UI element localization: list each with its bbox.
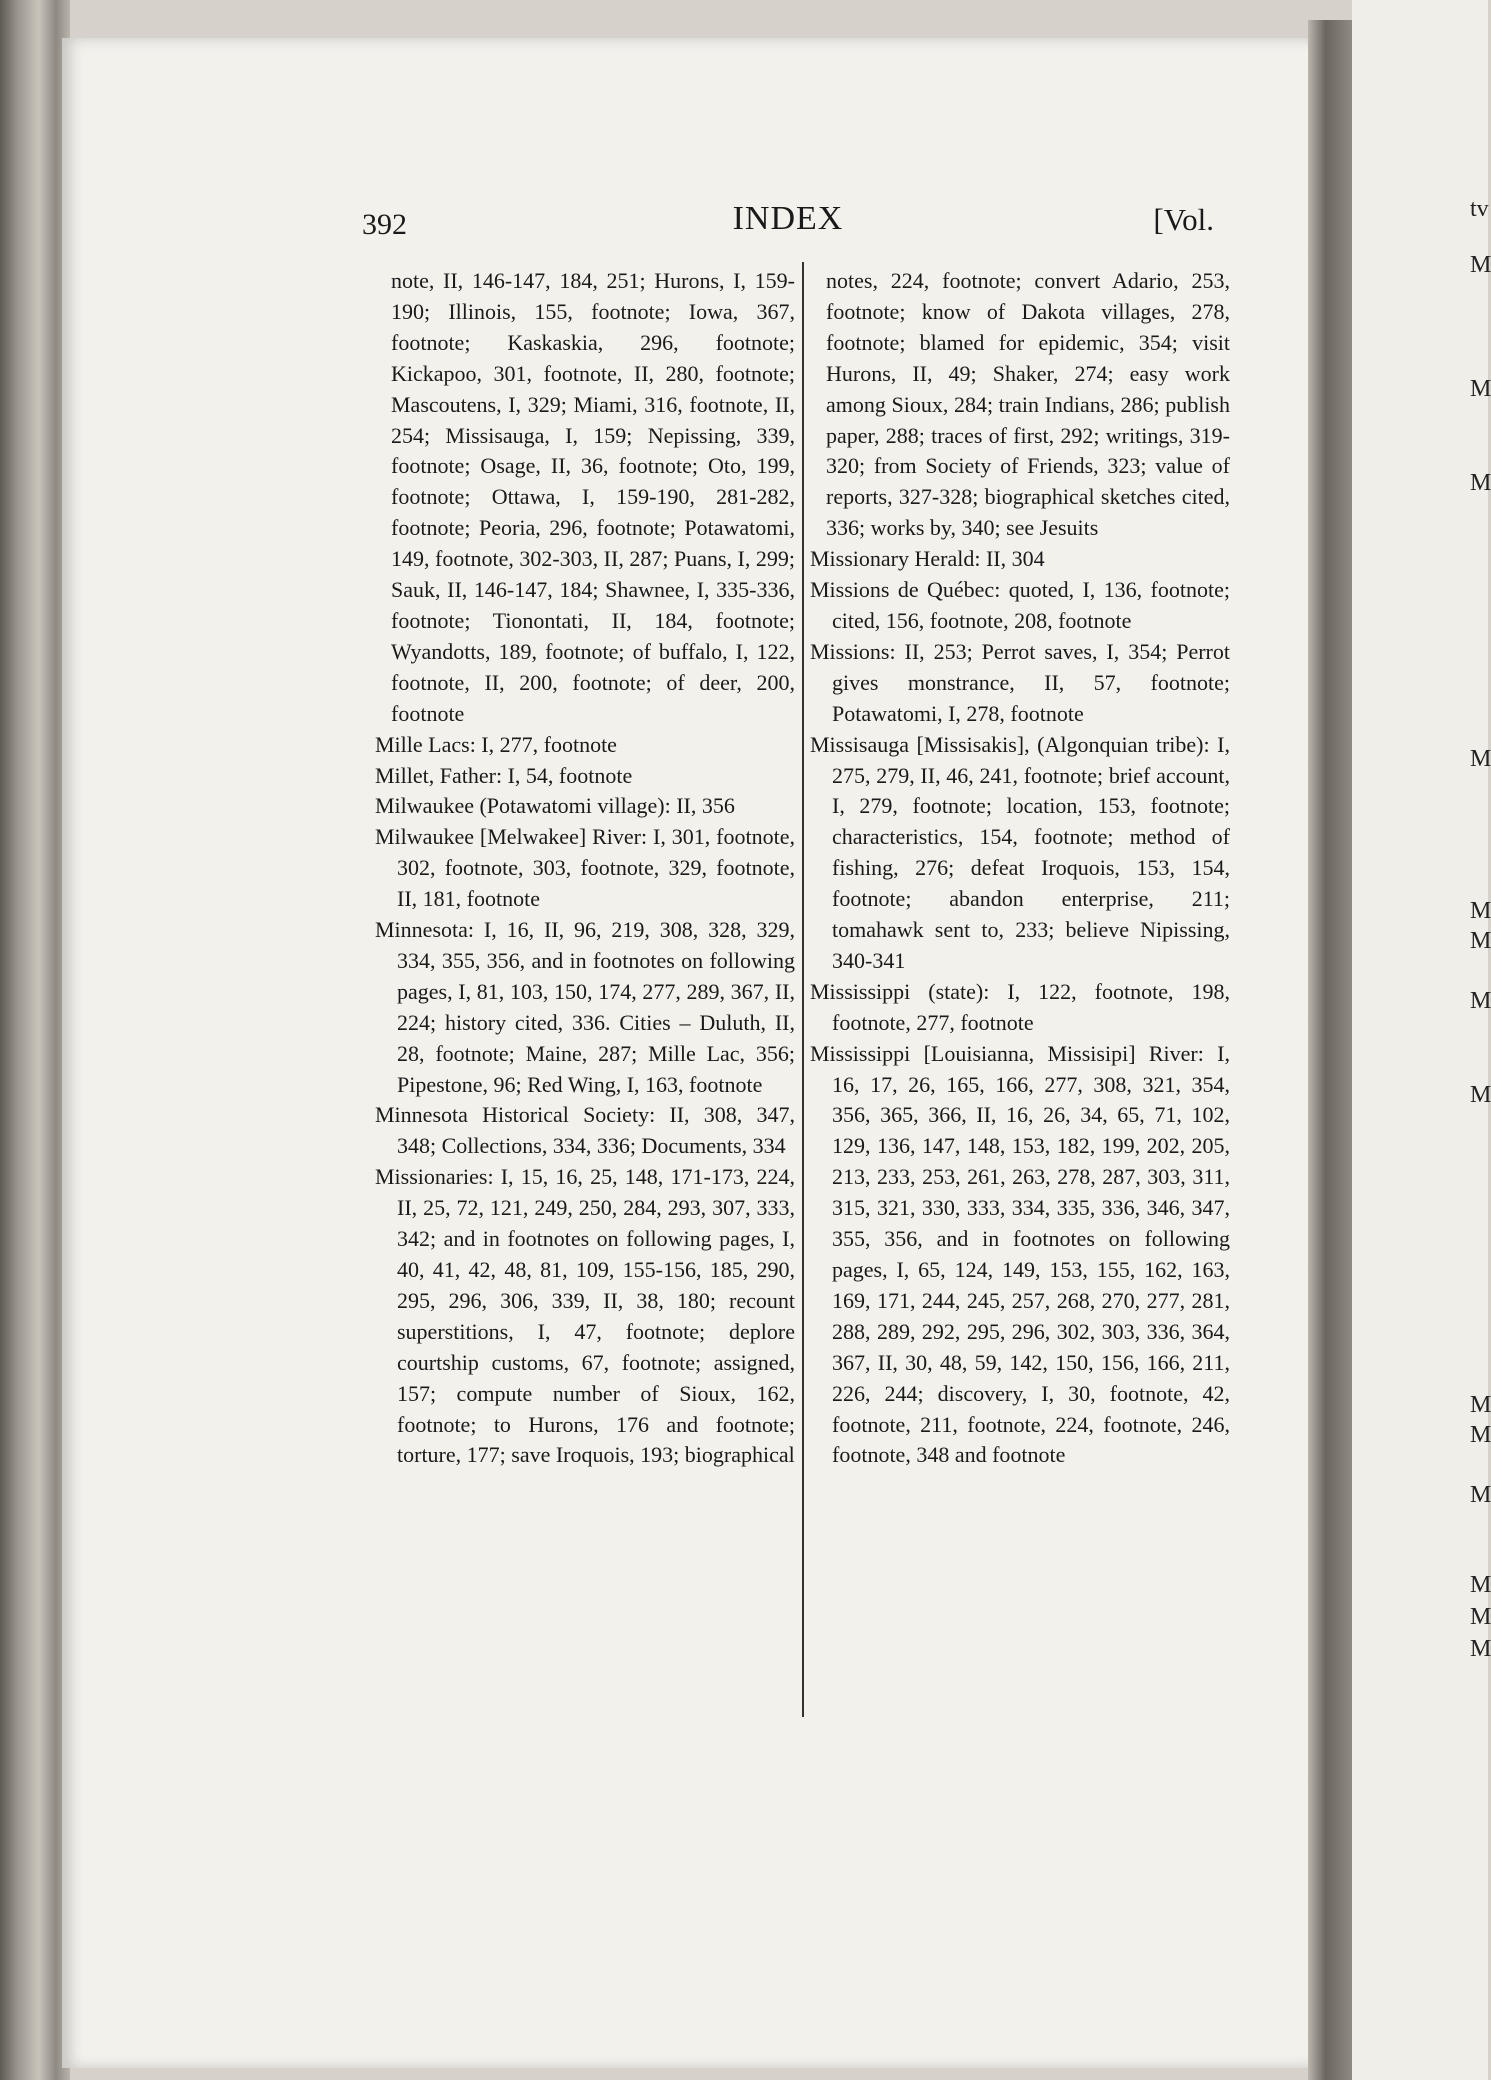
index-entry: Minnesota: I, 16, II, 96, 219, 308, 328, 329, 334, 355, 356, and in footnotes on following pages, I, 81, 103, 150, 174, 277, 289, 367, II, 224; history cited, 336. Cities – Duluth, II, 28, footnote; Maine, 287; Mille Lac, 356; Pipestone, 96; Red Wing, I, 163, footnote (375, 917, 795, 1097)
index-entry: Missions: II, 253; Perrot saves, I, 354; Perrot gives monstrance, II, 57, footnote; Potawatomi, I, 278, footnote (810, 638, 1230, 726)
next-page-fragment: M (1470, 1572, 1491, 1598)
running-head (362, 198, 1214, 248)
next-page-fragment: M (1470, 1392, 1491, 1418)
index-entry: Minnesota Historical Society: II, 308, 347, 348; Collections, 334, 336; Documents, 334 (375, 1102, 795, 1159)
next-page-fragment: M (1470, 376, 1491, 402)
page-number: 392 (362, 208, 407, 241)
next-page-fragment: M (1470, 1604, 1491, 1630)
next-page-fragment: M (1470, 470, 1491, 496)
index-entry: Milwaukee [Melwakee] River: I, 301, footnote, 302, footnote, 303, footnote, 329, footnote, II, 181, footnote (375, 824, 795, 912)
volume-mark: [Vol. (1153, 202, 1214, 237)
next-page-fragment: M (1470, 988, 1491, 1014)
column-rule (802, 262, 804, 1717)
next-page-fragment: M (1470, 252, 1491, 278)
next-page-fragment: M (1470, 898, 1491, 924)
book-edge (0, 0, 70, 2080)
index-column-left (375, 266, 795, 1471)
index-entry: notes, 224, footnote; convert Adario, 253, footnote; know of Dakota villages, 278, footnote; blamed for epidemic, 354; visit Hurons, II, 49; Shaker, 274; easy work among Sioux, 284; train Indians, 286; publish paper, 288; traces of first, 292; writings, 319-320; from Society of Friends, 323; value of reports, 327-328; biographical sketches cited, 336; works by, 340; see Jesuits (826, 268, 1230, 541)
index-entry: Mississippi (state): I, 122, footnote, 198, footnote, 277, footnote (810, 978, 1230, 1035)
index-entry: Missionaries: I, 15, 16, 25, 148, 171-173, 224, II, 25, 72, 121, 249, 250, 284, 293, 307, 333, 342; and in footnotes on following pages, I, 40, 41, 42, 48, 81, 109, 155-156, 185, 290, 295, 296, 306, 339, II, 38, 180; recount superstitions, I, 47, footnote; deplore courtship customs, 67, footnote; assigned, 157; compute number of Sioux, 162, footnote; to Hurons, 176 and footnote; torture, 177; save Iroquois, 193; biographical (375, 1164, 795, 1468)
next-page-fragment: M (1470, 1636, 1491, 1662)
next-page-letters (1470, 0, 1491, 2080)
next-page-fragment: M (1470, 1422, 1491, 1448)
index-entry: Milwaukee (Potawatomi village): II, 356 (375, 793, 735, 819)
index-entry: Millet, Father: I, 54, footnote (375, 762, 633, 788)
index-entry: Missions de Québec: quoted, I, 136, footnote; cited, 156, footnote, 208, footnote (810, 577, 1230, 633)
index-entry: Mille Lacs: I, 277, footnote (375, 731, 617, 757)
next-page-fragment: tv (1470, 196, 1489, 222)
next-page-fragment: M (1470, 928, 1491, 954)
next-page-fragment: M (1470, 746, 1491, 772)
index-entry: note, II, 146-147, 184, 251; Hurons, I, 159-190; Illinois, 155, footnote; Iowa, 367, footnote; Kaskaskia, 296, footnote; Kickapoo, 301, footnote, II, 280, footnote; Mascoutens, I, 329; Miami, 316, footnote, II, 254; Missisauga, I, 159; Nepissing, 339, footnote; Osage, II, 36, footnote; Oto, 199, footnote; Ottawa, I, 159-190, 281-282, footnote; Peoria, 296, footnote; Potawatomi, 149, footnote, 302-303, II, 287; Puans, I, 299; Sauk, II, 146-147, 184; Shawnee, I, 335-336, footnote; Tionontati, II, 184, footnote; Wyandotts, 189, footnote; of buffalo, I, 122, footnote, II, 200, footnote; of deer, 200, footnote (391, 268, 795, 726)
index-entry: Mississippi [Louisianna, Missisipi] River: I, 16, 17, 26, 165, 166, 277, 308, 321, 354, 356, 365, 366, II, 16, 26, 34, 65, 71, 102, 129, 136, 147, 148, 153, 182, 199, 202, 205, 213, 233, 253, 261, 263, 278, 287, 303, 311, 315, 321, 330, 333, 334, 335, 336, 346, 347, 355, 356, and in footnotes on following pages, I, 65, 124, 149, 153, 155, 162, 163, 169, 171, 244, 245, 257, 268, 270, 277, 281, 288, 289, 292, 295, 296, 302, 303, 336, 364, 367, II, 30, 48, 59, 142, 150, 156, 166, 211, 226, 244; discovery, I, 30, footnote, 42, footnote, 211, footnote, 224, footnote, 246, footnote, 348 and footnote (810, 1040, 1230, 1468)
index-entry: Missisauga [Missisakis], (Algonquian tribe): I, 275, 279, II, 46, 241, footnote; brief account, I, 279, footnote; location, 153, footnote; characteristics, 154, footnote; method of fishing, 276; defeat Iroquois, 153, 154, footnote; abandon enterprise, 211; tomahawk sent to, 233; believe Nipissing, 340-341 (810, 731, 1230, 973)
index-entry: Missionary Herald: II, 304 (810, 546, 1045, 572)
page-gutter (1308, 20, 1352, 2080)
next-page-fragment: M (1470, 1482, 1491, 1508)
next-page-edge (1352, 0, 1488, 2080)
page-title: INDEX (732, 200, 844, 237)
next-page-fragment: M (1470, 1082, 1491, 1108)
index-column-right (810, 266, 1230, 1471)
